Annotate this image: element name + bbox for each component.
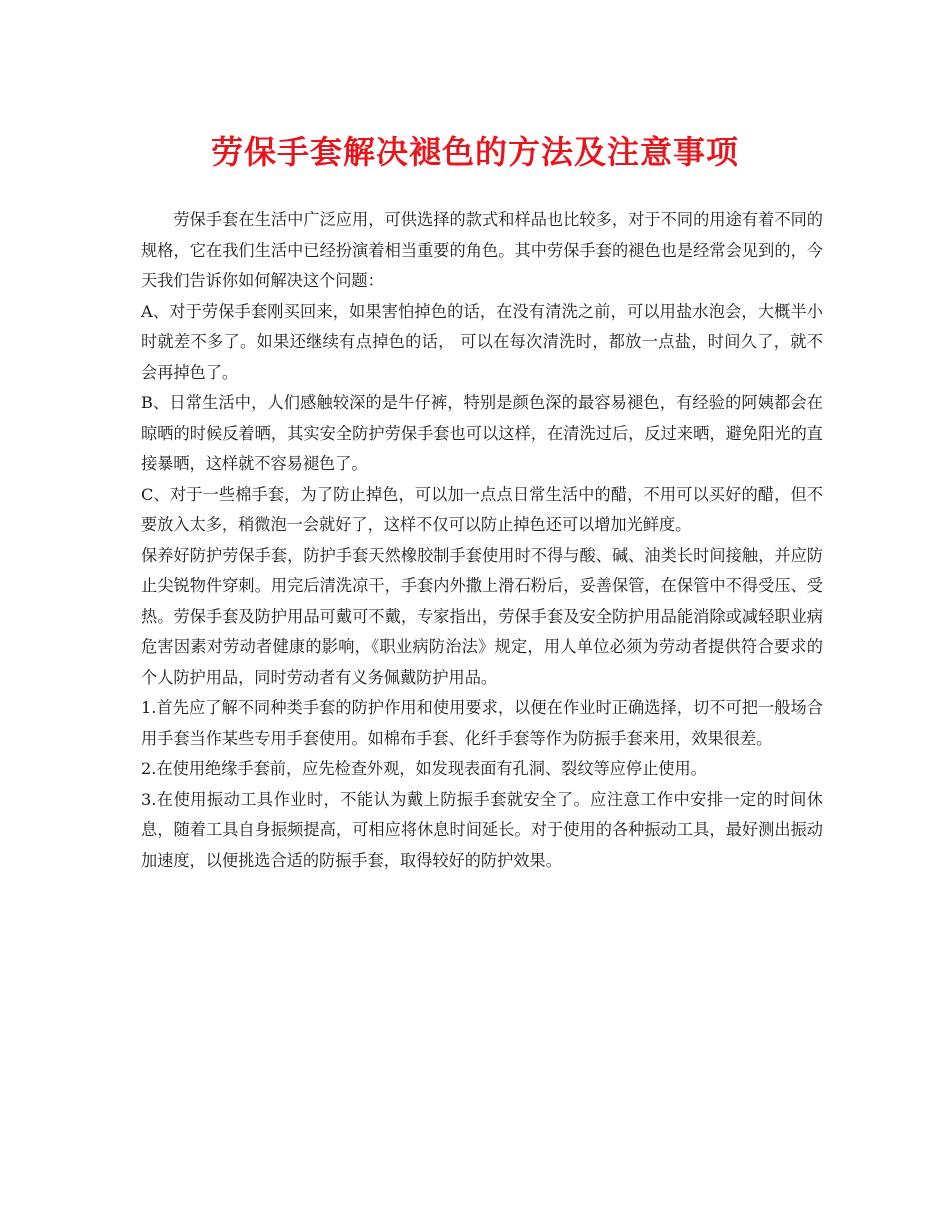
- document-body: [141, 205, 823, 876]
- paragraph-note-1: 1.首先应了解不同种类手套的防护作用和使用要求，以便在作业时正确选择，切不可把一般场合用手套当作某些专用手套使用。如棉布手套、化纤手套等作为防振手套来用，效果很差。: [141, 698, 823, 748]
- paragraph-tip-c: C、对于一些棉手套，为了防止掉色，可以加一点点日常生活中的醋，不用可以买好的醋，但不要放入太多，稍微泡一会就好了，这样不仅可以防止掉色还可以增加光鲜度。: [141, 484, 823, 534]
- page-title: 劳保手套解决褪色的方法及注意事项: [210, 133, 739, 171]
- paragraph-tip-a: A、对于劳保手套刚买回来，如果害怕掉色的话，在没有清洗之前，可以用盐水泡会，大概半小时就差不多了。如果还继续有点掉色的话， 可以在每次清洗时，都放一点盐，时间久了，就不会再掉色了。: [141, 301, 823, 382]
- paragraph-intro: 劳保手套在生活中广泛应用，可供选择的款式和样品也比较多，对于不同的用途有着不同的规格，它在我们生活中已经扮演着相当重要的角色。其中劳保手套的褪色也是经常会见到的，今天我们告诉你如何解决这个问题：: [141, 210, 823, 290]
- paragraph-maintenance: 保养好防护劳保手套，防护手套天然橡胶制手套使用时不得与酸、碱、油类长时间接触，并应防止尖锐物件穿刺。用完后清洗凉干，手套内外撒上滑石粉后，妥善保管，在保管中不得受压、受热。劳保手套及防护用品可戴可不戴，专家指出，劳保手套及安全防护用品能消除或减轻职业病危害因素对劳动者健康的影响，《职业病防治法》规定，用人单位必须为劳动者提供符合要求的个人防护用品，同时劳动者有义务佩戴防护用品。: [141, 545, 823, 687]
- paragraph-tip-b: B、日常生活中，人们感触较深的是牛仔裤，特别是颜色深的最容易褪色，有经验的阿姨都会在晾晒的时候反着晒，其实安全防护劳保手套也可以这样，在清洗过后，反过来晒，避免阳光的直接暴晒，这样就不容易褪色了。: [141, 393, 823, 473]
- paragraph-note-3: 3.在使用振动工具作业时，不能认为戴上防振手套就安全了。应注意工作中安排一定的时间休息，随着工具自身振频提高，可相应将休息时间延长。对于使用的各种振动工具，最好测出振动加速度，以便挑选合适的防振手套，取得较好的防护效果。: [141, 789, 823, 870]
- paragraph-note-2: 2.在使用绝缘手套前，应先检查外观，如发现表面有孔洞、裂纹等应停止使用。: [141, 759, 707, 778]
